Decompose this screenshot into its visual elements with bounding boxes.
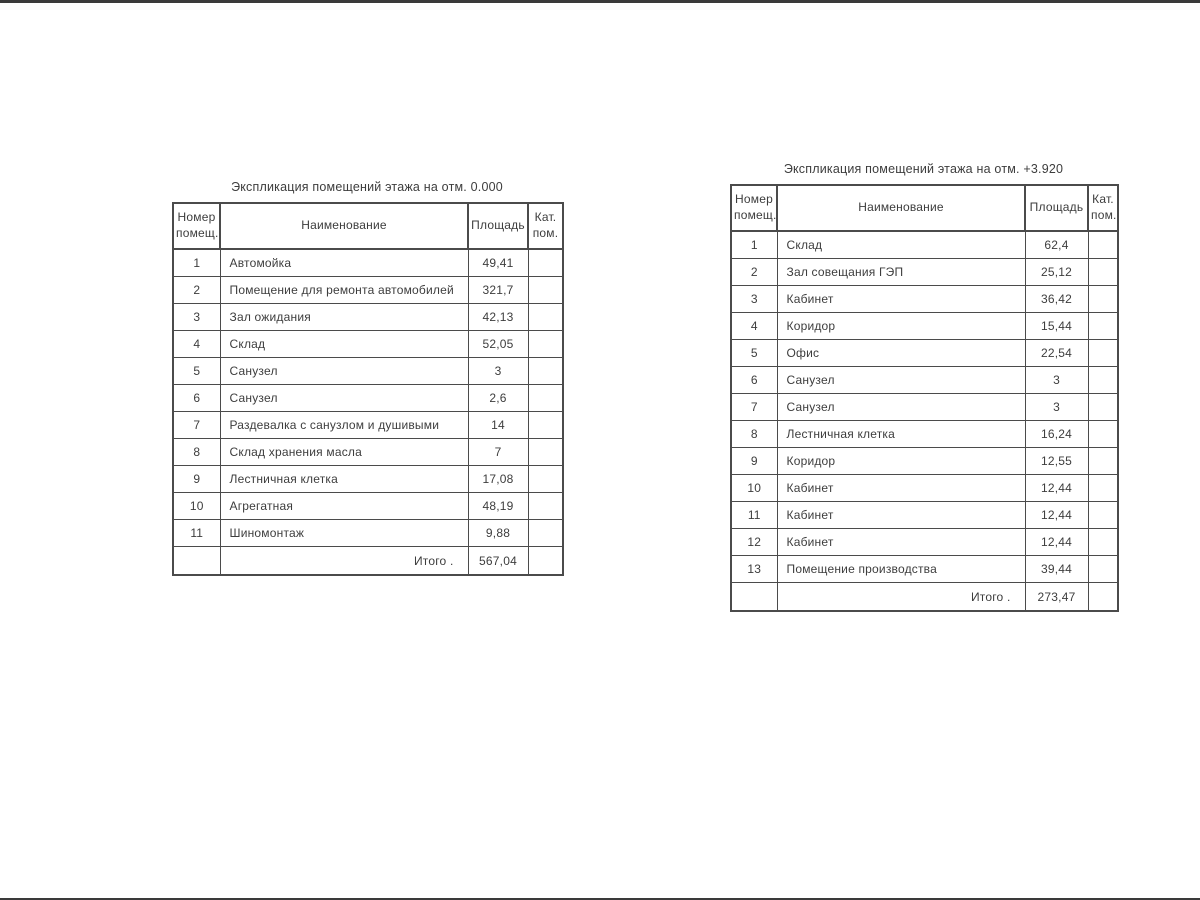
cell-room-number: 9 (731, 448, 777, 475)
cell-category (1088, 367, 1118, 394)
cell-room-name: Зал ожидания (220, 304, 468, 331)
table-row (173, 493, 563, 520)
cell-category (1088, 421, 1118, 448)
cell-category (528, 520, 563, 547)
table-row (731, 529, 1118, 556)
header-row (731, 185, 1118, 231)
cell-room-number: 4 (173, 331, 220, 358)
sheet-top-edge (0, 0, 1200, 3)
cell-room-number: 3 (731, 286, 777, 313)
cell-room-name: Агрегатная (220, 493, 468, 520)
table-title: Экспликация помещений этажа на отм. 0.000 (231, 180, 503, 194)
cell-area: 2,6 (468, 385, 528, 412)
cell-room-number: 3 (173, 304, 220, 331)
cell-room-name: Кабинет (777, 529, 1025, 556)
cell-room-name: Автомойка (220, 249, 468, 277)
cell-category (528, 249, 563, 277)
cell-category (528, 358, 563, 385)
cell-category (1088, 502, 1118, 529)
table-row (173, 331, 563, 358)
cell-area: 22,54 (1025, 340, 1088, 367)
cell-room-number: 12 (731, 529, 777, 556)
cell-room-number: 11 (731, 502, 777, 529)
table-row (731, 259, 1118, 286)
table-row (731, 421, 1118, 448)
cell-area: 12,44 (1025, 475, 1088, 502)
cell-room-name: Помещение для ремонта автомобилей (220, 277, 468, 304)
cell-category (1088, 340, 1118, 367)
table-title: Экспликация помещений этажа на отм. +3.920 (783, 162, 1064, 176)
cell-room-number: 10 (173, 493, 220, 520)
cell-room-number: 1 (731, 231, 777, 259)
cell-category (1088, 313, 1118, 340)
cell-room-number: 7 (731, 394, 777, 421)
cell-area: 17,08 (468, 466, 528, 493)
table-row (173, 249, 563, 277)
cell-area: 42,13 (468, 304, 528, 331)
cell-room-name: Кабинет (777, 502, 1025, 529)
table-row (731, 556, 1118, 583)
explication-table-block-second-floor (730, 162, 1117, 612)
cell-area: 36,42 (1025, 286, 1088, 313)
table-row (173, 466, 563, 493)
cell-category (528, 277, 563, 304)
cell-area: 16,24 (1025, 421, 1088, 448)
cell-room-number: 8 (731, 421, 777, 448)
table-row (173, 412, 563, 439)
total-empty-category-cell (528, 547, 563, 576)
header-area: Площадь (468, 203, 528, 249)
table-row (731, 475, 1118, 502)
table-row (731, 313, 1118, 340)
header-room-number: Номер помещ. (731, 185, 777, 231)
table-row (173, 277, 563, 304)
cell-room-name: Склад (777, 231, 1025, 259)
cell-room-name: Лестничная клетка (220, 466, 468, 493)
table-row (731, 286, 1118, 313)
cell-room-name: Склад хранения масла (220, 439, 468, 466)
cell-category (1088, 556, 1118, 583)
cell-category (1088, 394, 1118, 421)
cell-area: 52,05 (468, 331, 528, 358)
cell-room-name: Коридор (777, 313, 1025, 340)
cell-category (528, 412, 563, 439)
cell-area: 39,44 (1025, 556, 1088, 583)
cell-area: 14 (468, 412, 528, 439)
cell-room-name: Санузел (777, 367, 1025, 394)
explication-table-block-ground-floor (172, 180, 562, 576)
cell-room-number: 2 (731, 259, 777, 286)
cell-room-number: 5 (173, 358, 220, 385)
explication-table (730, 184, 1119, 612)
cell-category (1088, 259, 1118, 286)
total-area-value: 567,04 (468, 547, 528, 576)
cell-room-name: Шиномонтаж (220, 520, 468, 547)
total-row (173, 547, 563, 576)
cell-room-number: 13 (731, 556, 777, 583)
cell-category (1088, 529, 1118, 556)
cell-category (1088, 448, 1118, 475)
cell-area: 12,44 (1025, 529, 1088, 556)
table-row (731, 340, 1118, 367)
table-row (731, 502, 1118, 529)
cell-room-name: Помещение производства (777, 556, 1025, 583)
cell-room-number: 2 (173, 277, 220, 304)
header-category: Кат. пом. (528, 203, 563, 249)
cell-category (528, 493, 563, 520)
cell-room-name: Санузел (220, 358, 468, 385)
cell-category (528, 304, 563, 331)
header-room-number: Номер помещ. (173, 203, 220, 249)
cell-area: 12,55 (1025, 448, 1088, 475)
table-row (731, 448, 1118, 475)
cell-room-number: 10 (731, 475, 777, 502)
cell-room-name: Офис (777, 340, 1025, 367)
total-label: Итого . (777, 583, 1025, 612)
cell-category (1088, 286, 1118, 313)
cell-category (528, 466, 563, 493)
total-area-value: 273,47 (1025, 583, 1088, 612)
cell-room-number: 11 (173, 520, 220, 547)
table-row (731, 367, 1118, 394)
total-empty-number-cell (731, 583, 777, 612)
cell-area: 48,19 (468, 493, 528, 520)
cell-room-name: Санузел (777, 394, 1025, 421)
cell-area: 15,44 (1025, 313, 1088, 340)
cell-room-name: Лестничная клетка (777, 421, 1025, 448)
cell-room-number: 9 (173, 466, 220, 493)
cell-area: 7 (468, 439, 528, 466)
table-row (731, 231, 1118, 259)
cell-room-number: 7 (173, 412, 220, 439)
cell-category (528, 439, 563, 466)
cell-room-name: Кабинет (777, 475, 1025, 502)
table-row (173, 520, 563, 547)
cell-area: 25,12 (1025, 259, 1088, 286)
cell-room-name: Коридор (777, 448, 1025, 475)
header-category: Кат. пом. (1088, 185, 1118, 231)
total-row (731, 583, 1118, 612)
cell-area: 321,7 (468, 277, 528, 304)
cell-room-name: Склад (220, 331, 468, 358)
cell-category (1088, 231, 1118, 259)
cell-area: 3 (1025, 394, 1088, 421)
cell-room-number: 8 (173, 439, 220, 466)
header-row (173, 203, 563, 249)
cell-room-number: 5 (731, 340, 777, 367)
cell-room-name: Зал совещания ГЭП (777, 259, 1025, 286)
cell-room-name: Раздевалка с санузлом и душивыми (220, 412, 468, 439)
cell-area: 12,44 (1025, 502, 1088, 529)
cell-category (528, 331, 563, 358)
cell-area: 3 (1025, 367, 1088, 394)
header-room-name: Наименование (777, 185, 1025, 231)
cell-room-name: Санузел (220, 385, 468, 412)
cell-room-number: 6 (173, 385, 220, 412)
cell-area: 62,4 (1025, 231, 1088, 259)
table-row (173, 358, 563, 385)
table-row (731, 394, 1118, 421)
cell-category (1088, 475, 1118, 502)
explication-table (172, 202, 564, 576)
total-empty-category-cell (1088, 583, 1118, 612)
cell-room-number: 1 (173, 249, 220, 277)
table-row (173, 385, 563, 412)
total-empty-number-cell (173, 547, 220, 576)
cell-room-number: 4 (731, 313, 777, 340)
header-area: Площадь (1025, 185, 1088, 231)
cell-area: 3 (468, 358, 528, 385)
header-room-name: Наименование (220, 203, 468, 249)
cell-category (528, 385, 563, 412)
table-row (173, 439, 563, 466)
total-label: Итого . (220, 547, 468, 576)
cell-room-name: Кабинет (777, 286, 1025, 313)
table-row (173, 304, 563, 331)
cell-area: 9,88 (468, 520, 528, 547)
cell-area: 49,41 (468, 249, 528, 277)
cell-room-number: 6 (731, 367, 777, 394)
